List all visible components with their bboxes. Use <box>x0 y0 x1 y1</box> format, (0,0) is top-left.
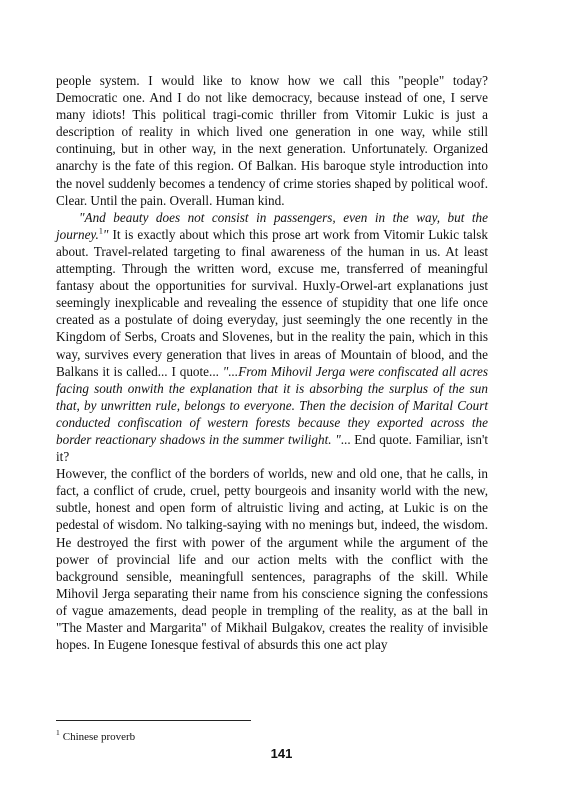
paragraph-2 <box>56 209 488 465</box>
novel-quote: "...From Mihovil Jerga were confiscated all acres facing south onwith the explanation that it is absorbing the surplus of the sun that, by unwritten rule, belongs to everyone. Then the decision of Marital Court conducted confiscation of western forests because they exported across the border reactionary shadows in the summer twilight. " <box>56 363 488 447</box>
body-text <box>56 72 488 653</box>
footnote <box>56 730 488 744</box>
footnote-reference[interactable]: 1 <box>98 226 103 236</box>
footnote-divider <box>56 720 251 721</box>
proverb-quote: "And beauty does not consist in passengers, even in the way, but the journey. <box>56 209 488 242</box>
paragraph-3: However, the conflict of the borders of worlds, new and old one, that he calls, in fact, a conflict of crude, cruel, petty bourgeois and insanity world with the new, subtle, honest and open form of altruistic living and acting, at Lukic is on the pedestal of wisdom. No talking-saying with no menings but, indeed, the wisdom. He destroyed the first with power of the argument while the argument of the power of provincial life and our action melts with the conflict with the background sensible, meaningfull sentences, paragraphs of the skill. While Mihovil Jerga separating their name from his conscience signing the confessions of vague amazements, dead people in trempling of the reality, as at the ball in "The Master and Margarita" of Mikhail Bulgakov, creates the reality of invisible hopes. In Eugene Ionesque festival of absurds this one act play <box>56 466 488 653</box>
paragraph-2-end: ... End quote. Familiar, isn't it? <box>56 431 488 465</box>
paragraph-2-text: It is exactly about which this prose art work from Vitomir Lukic talsk about. Travel-related targeting to final awareness of the human in us. At least attempting. Through the written word, excuse me, transferred of meaningful fantasy about the opportunities for survival. Huxly-Orwel-art explanations just seemingly inexplicable and revealing the essence of stupidity that one life once created as a postulate of doing everyday, just seemingly the one recently in the Kingdom of Serbs, Croats and Slovenes, but in the reality the pain, which in this way, survives every generation that lives in areas of Mountain of blood, and the Balkans it is called... I quote... <box>56 226 488 379</box>
paragraph-1: people system. I would like to know how we call this "people" today? Democratic one. And I do not like democracy, because instead of one, I serve many idiots! This political tragi-comic thriller from Vitomir Lukic is just a description of reality in which lived one generation in one way, while still continuing, but in other way, in the next generation. Unfortunately. Organized anarchy is the fate of this region. Of Balkan. His baroque style introduction into the novel suddenly becomes a tendency of crime stories shaped by political woof. Clear. Until the pain. Overall. Human kind. <box>56 73 488 208</box>
page-number: 141 <box>270 746 293 761</box>
footnote-number: 1 <box>56 728 60 738</box>
footnote-text: Chinese proverb <box>62 731 136 743</box>
proverb-quote-close: " <box>102 226 109 242</box>
